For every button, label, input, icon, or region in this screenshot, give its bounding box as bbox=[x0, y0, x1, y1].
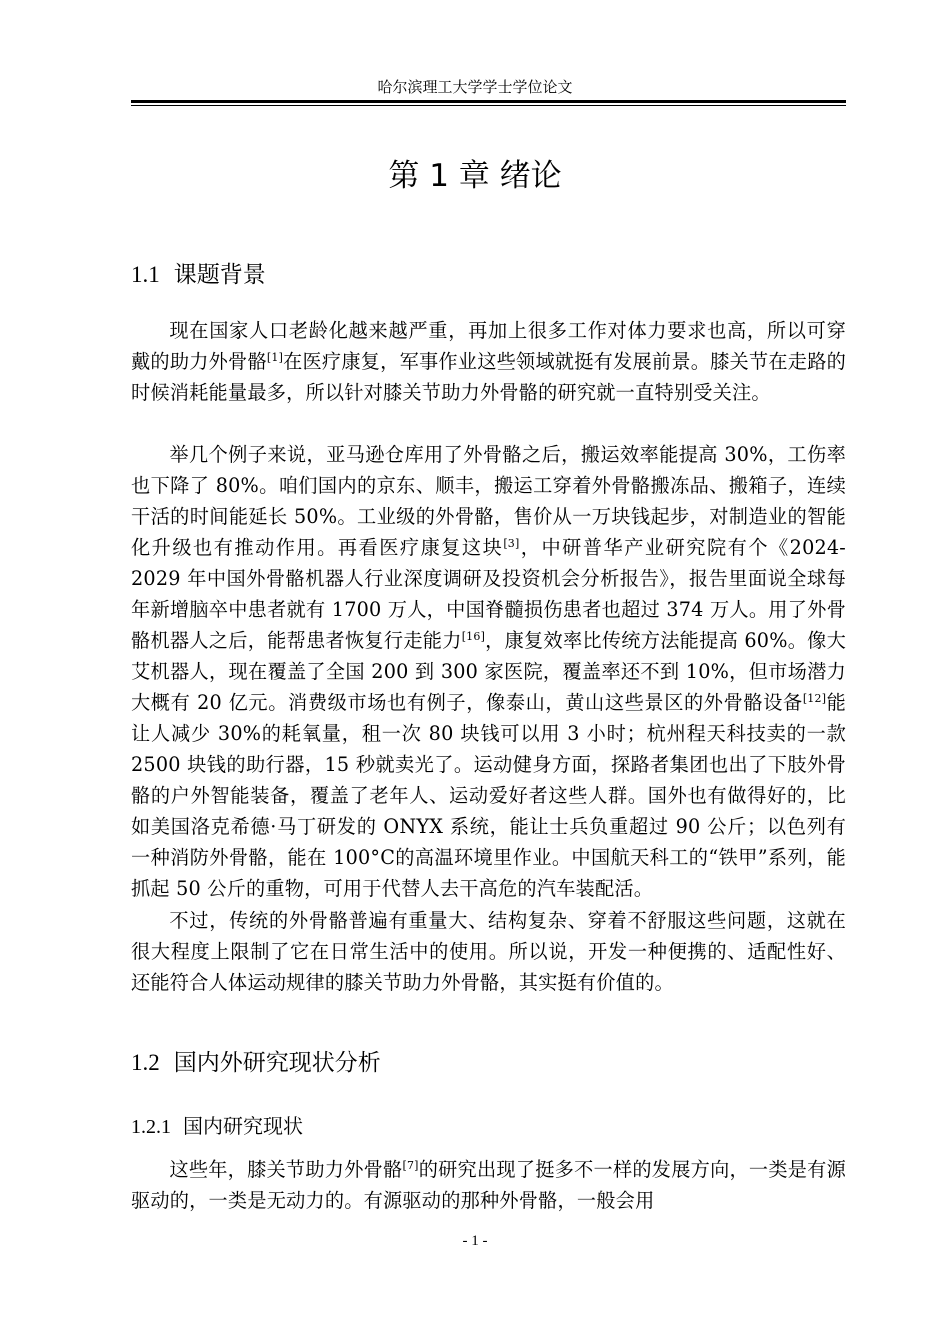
header-rule-thick bbox=[131, 100, 846, 103]
text-run: 现在国家人口老龄化越来越严重，再加上很多工作对体力要求也高，所以可穿戴的助力外骨骼 bbox=[131, 319, 846, 373]
page-number: - 1 - bbox=[462, 1233, 488, 1249]
citation: [12] bbox=[802, 692, 827, 705]
text-run: 的研究出现了挺多不一样的发展方向，一类是有源驱动的，一类是无动力的。有源驱动的那种外骨骼，一般会用 bbox=[131, 1158, 846, 1212]
paragraph-background-2 bbox=[131, 439, 846, 904]
citation: [1] bbox=[266, 351, 284, 364]
text-run: 这些年，膝关节助力外骨骼 bbox=[169, 1158, 403, 1181]
paragraph-background-3: 不过，传统的外骨骼普遍有重量大、结构复杂、穿着不舒服这些问题，这就在很大程度上限制了它在日常生活中的使用。所以说，开发一种便携的、适配性好、还能符合人体运动规律的膝关节助力外骨骼，其实挺有价值的。 bbox=[131, 909, 846, 994]
paragraph-background-1 bbox=[131, 315, 846, 408]
text-run: 在医疗康复，军事作业这些领域就挺有发展前景。膝关节在走路的时候消耗能量最多，所以针对膝关节助力外骨骼的研究就一直特别受关注。 bbox=[131, 350, 846, 404]
text-run: ，康复效率比传统方法能提高 60%。像大艾机器人，现在覆盖了全国 200 到 300 家医院，覆盖率还不到 10%，但市场潜力大概有 20 亿元。消费级市场也有例子，像泰山，黄山这些景区的外骨骼设备 bbox=[131, 629, 846, 714]
section-heading-1-2 bbox=[131, 1044, 381, 1077]
subsection-title: 国内研究现状 bbox=[183, 1114, 303, 1138]
section-title: 课题背景 bbox=[173, 262, 266, 288]
section-heading-1-1 bbox=[131, 256, 266, 289]
section-number: 1.1 bbox=[131, 262, 160, 287]
running-header: 哈尔滨理工大学学士学位论文 bbox=[377, 78, 573, 96]
text-run: 能让人减少 30%的耗氧量，租一次 80 块钱可以用 3 小时；杭州程天科技卖的一款 2500 块钱的助行器，15 秒就卖光了。运动健身方面，探路者集团也出了下肢外骨骼的户外智能装备，覆盖了老年人、运动爱好者这些人群。国外也有做得好的，比如美国洛克希德·马丁研发的 ONYX 系统，能让士兵负重超过 90 公斤；以色列有一种消防外骨骼，能在 100°C的高温环境里作业。中国航天科工的“铁甲”系列，能抓起 50 公斤的重物，可用于代替人去干高危的汽车装配活。 bbox=[131, 691, 847, 900]
section-title: 国内外研究现状分析 bbox=[173, 1050, 381, 1076]
section-number: 1.2 bbox=[131, 1050, 160, 1075]
paragraph-domestic-1 bbox=[131, 1154, 846, 1216]
header-rule-thin bbox=[131, 105, 846, 106]
citation: [3] bbox=[503, 537, 520, 550]
citation: [16] bbox=[461, 630, 486, 643]
citation: [7] bbox=[402, 1159, 419, 1172]
chapter-title: 第 1 章 绪论 bbox=[388, 158, 562, 194]
header-rule bbox=[131, 100, 846, 106]
subsection-number: 1.2.1 bbox=[131, 1116, 171, 1138]
text-run: ，中研普华产业研究院有个《2024-2029 年中国外骨骼机器人行业深度调研及投资机会分析报告》，报告里面说全球每年新增脑卒中患者就有 1700 万人，中国脊髓损伤患者也超过 374 万人。用了外骨骼机器人之后，能帮患者恢复行走能力 bbox=[131, 536, 846, 652]
subsection-heading-1-2-1 bbox=[131, 1110, 303, 1139]
text-run: 举几个例子来说，亚马逊仓库用了外骨骼之后，搬运效率能提高 30%，工伤率也下降了 80%。咱们国内的京东、顺丰，搬运工穿着外骨骼搬冻品、搬箱子，连续干活的时间能延长 50%。工业级的外骨骼，售价从一万块钱起步，对制造业的智能化升级也有推动作用。再看医疗康复这块 bbox=[131, 443, 846, 559]
